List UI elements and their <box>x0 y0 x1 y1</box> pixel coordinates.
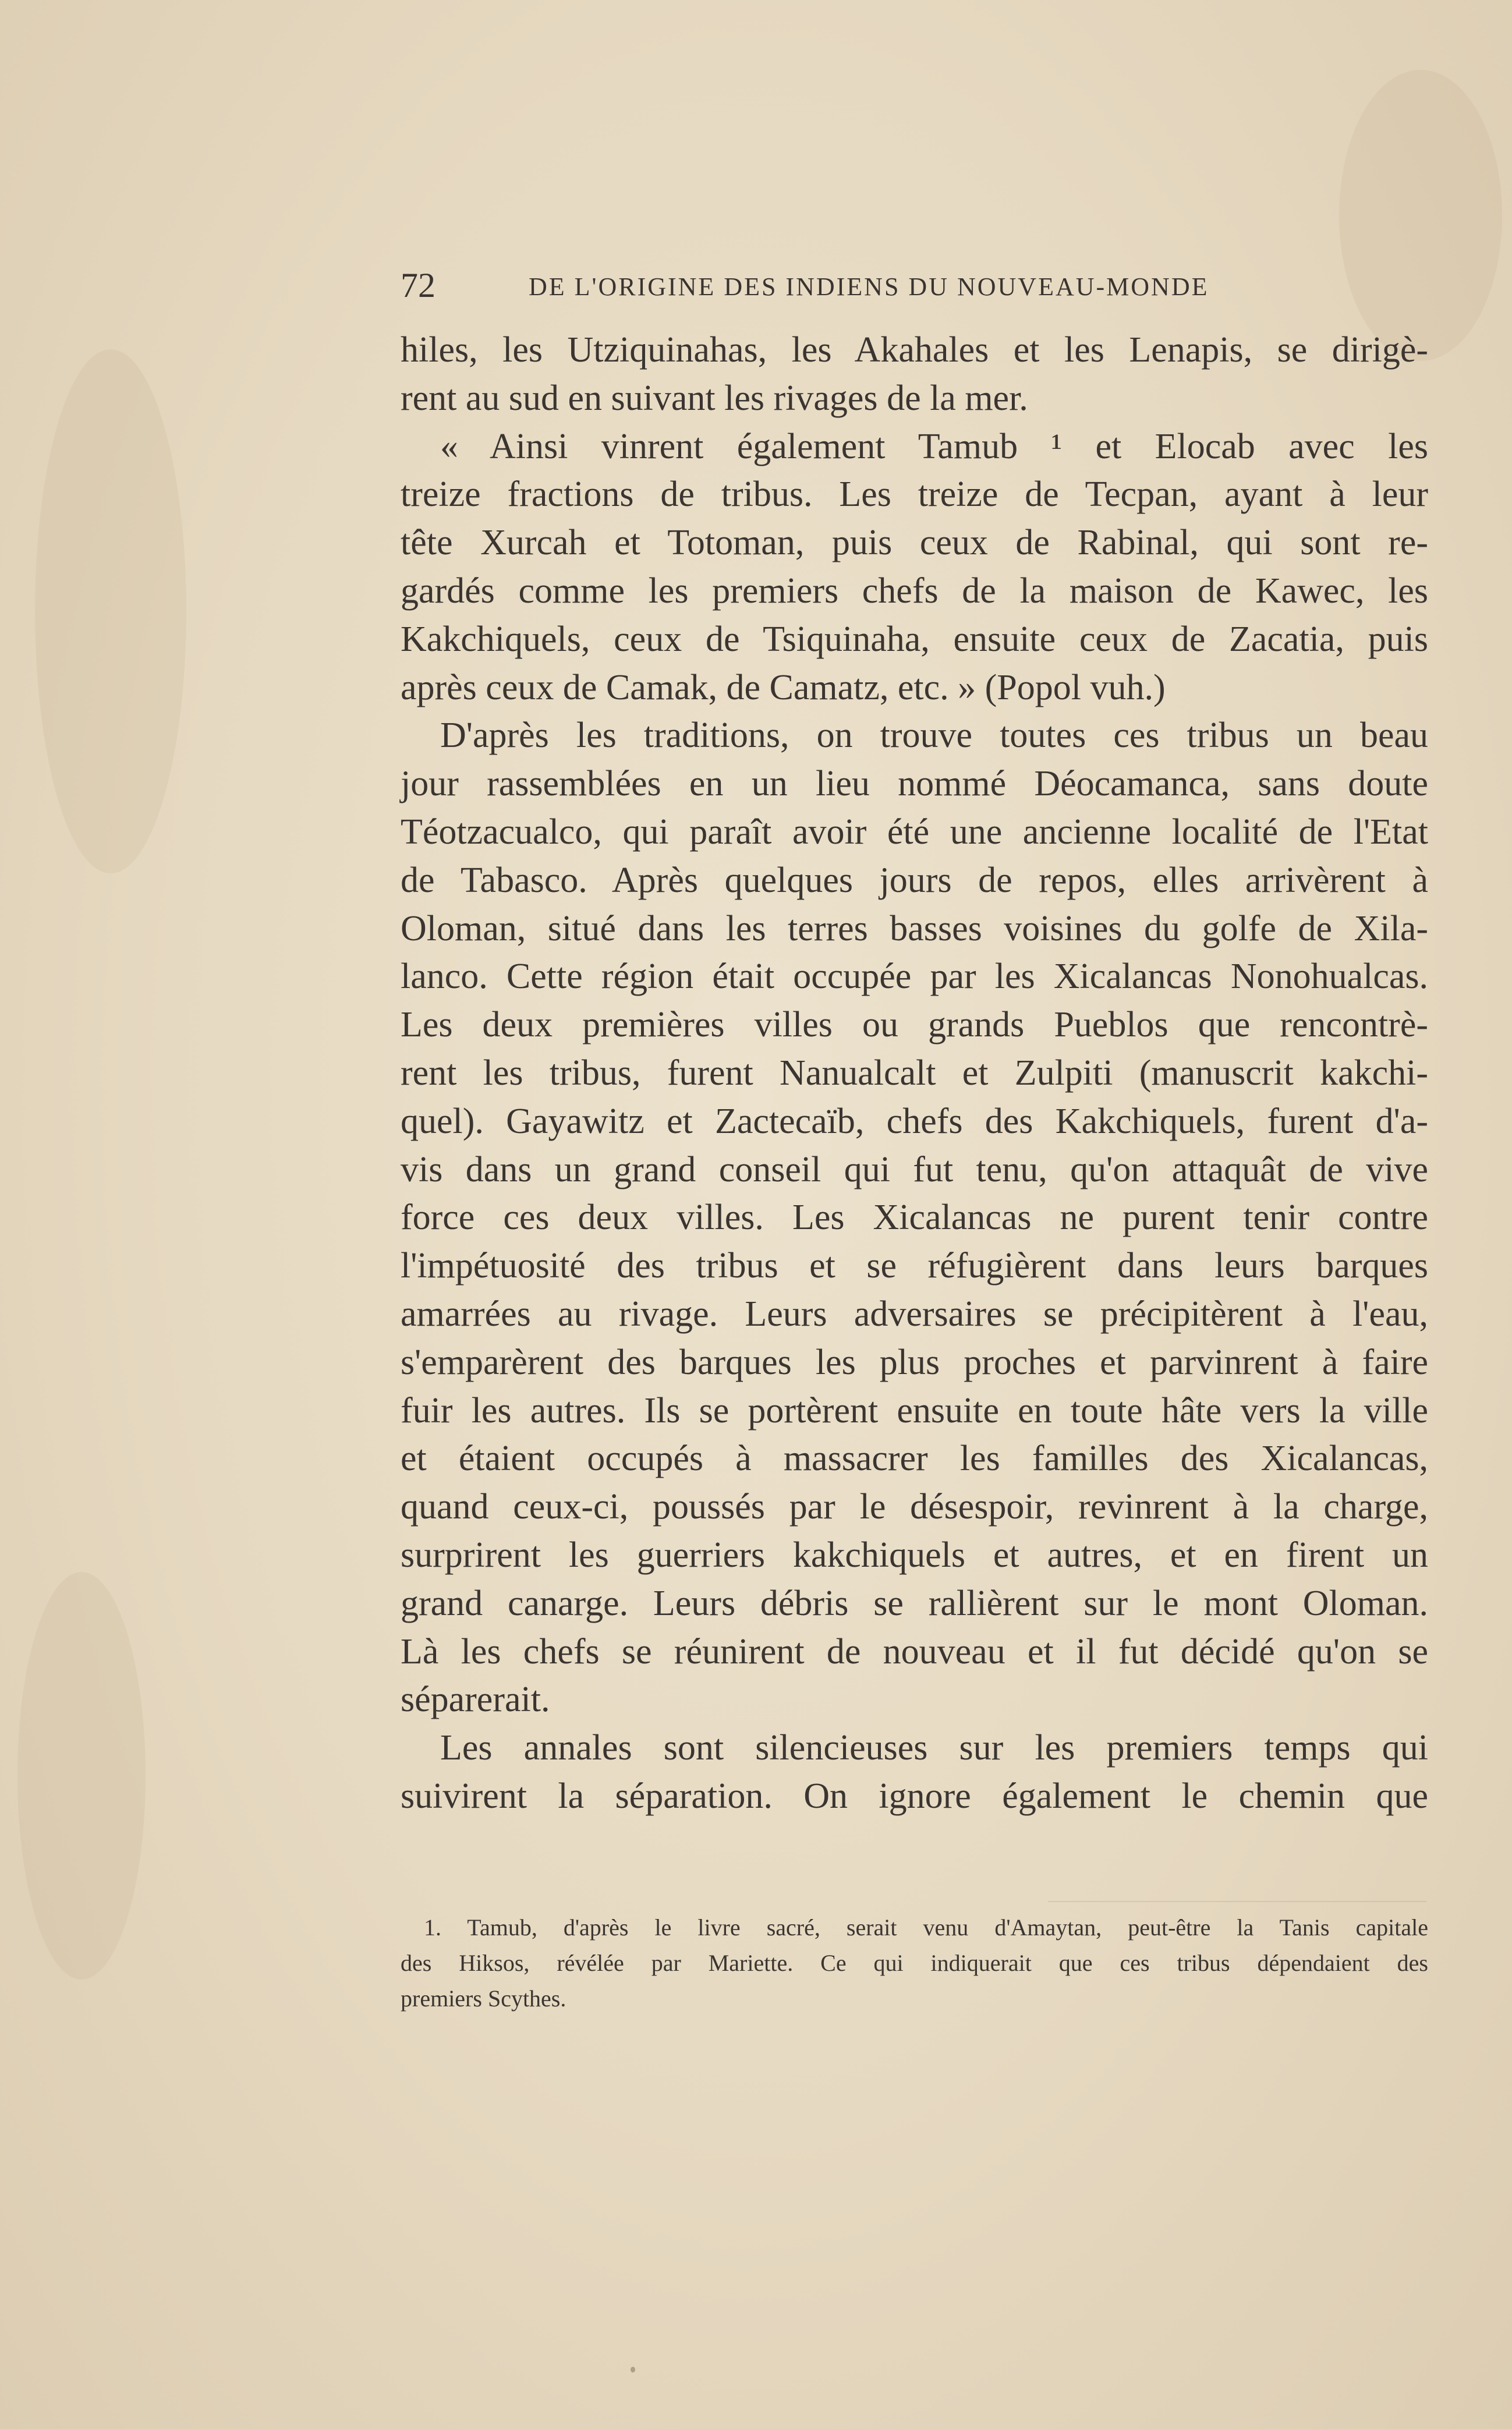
text-line: quand ceux-ci, poussés par le désespoir, revinrent à la charge, <box>401 1487 1428 1527</box>
text-line: surprirent les guerriers kakchiquels et autres, et en firent un <box>401 1535 1428 1575</box>
text-line: amarrées au rivage. Leurs adversaires se précipitèrent à l'eau, <box>401 1294 1428 1334</box>
text-line: rent au sud en suivant les rivages de la mer. <box>401 378 1028 418</box>
running-head-title: DE L'ORIGINE DES INDIENS DU NOUVEAU-MONDE <box>529 272 1209 301</box>
footnote-rule <box>1048 1901 1426 1902</box>
footnote <box>401 1910 1428 2016</box>
text-line: fuir les autres. Ils se portèrent ensuite en toute hâte vers la ville <box>401 1390 1428 1431</box>
text-line: treize fractions de tribus. Les treize de Tecpan, ayant à leur <box>401 475 1428 515</box>
text-line: quel). Gayawitz et Zactecaïb, chefs des Kakchiquels, furent d'a- <box>401 1101 1428 1141</box>
text-line: Là les chefs se réunirent de nouveau et il fut décidé qu'on se <box>401 1631 1428 1672</box>
text-line: Kakchiquels, ceux de Tsiquinaha, ensuite ceux de Zacatia, puis <box>401 619 1428 659</box>
running-head <box>401 262 1274 309</box>
text-line: Les annales sont silencieuses sur les premiers temps qui <box>440 1728 1428 1768</box>
text-line: l'impétuosité des tribus et se réfugièrent dans leurs barques <box>401 1246 1428 1286</box>
text-line: « Ainsi vinrent également Tamub ¹ et Elocab avec les <box>440 426 1428 466</box>
text-line: hiles, les Utziquinahas, les Akahales et les Lenapis, se dirigè- <box>401 330 1428 370</box>
text-line: lanco. Cette région était occupée par les Xicalancas Nonohualcas. <box>401 957 1428 997</box>
text-line: gardés comme les premiers chefs de la maison de Kawec, les <box>401 571 1428 611</box>
paper-stain <box>17 1572 146 1980</box>
page-number: 72 <box>401 266 435 304</box>
main-text <box>401 326 1428 1821</box>
text-line: D'après les traditions, on trouve toutes ces tribus un beau <box>440 716 1428 756</box>
text-line: séparerait. <box>401 1680 550 1720</box>
text-line: de Tabasco. Après quelques jours de repos, elles arrivèrent à <box>401 860 1428 900</box>
text-line: rent les tribus, furent Nanualcalt et Zulpiti (manuscrit kakchi- <box>401 1053 1428 1093</box>
text-line: suivirent la séparation. On ignore également le chemin que <box>401 1776 1428 1816</box>
text-line: s'emparèrent des barques les plus proches et parvinrent à faire <box>401 1342 1428 1382</box>
text-line: vis dans un grand conseil qui fut tenu, qu'on attaquât de vive <box>401 1149 1428 1189</box>
text-line: Oloman, situé dans les terres basses voisines du golfe de Xila- <box>401 908 1428 948</box>
text-line: tête Xurcah et Totoman, puis ceux de Rabinal, qui sont re- <box>401 523 1428 563</box>
text-line: jour rassemblées en un lieu nommé Déocamanca, sans doute <box>401 764 1428 804</box>
footnote-line: 1. Tamub, d'après le livre sacré, serait venu d'Amaytan, peut-être la Tanis capitale <box>424 1914 1428 1941</box>
paper-stain <box>35 349 186 873</box>
text-line: Téotzacualco, qui paraît avoir été une ancienne localité de l'Etat <box>401 812 1428 852</box>
footnote-line: premiers Scythes. <box>401 1985 566 2012</box>
text-line: après ceux de Camak, de Camatz, etc. » (Popol vuh.) <box>401 667 1166 707</box>
paper-speck <box>631 2367 635 2373</box>
footnote-line: des Hiksos, révélée par Mariette. Ce qui indiquerait que ces tribus dépendaient des <box>401 1950 1428 1976</box>
text-line: et étaient occupés à massacrer les familles des Xicalancas, <box>401 1439 1428 1479</box>
paper-stain <box>1339 70 1502 361</box>
text-line: grand canarge. Leurs débris se rallièrent sur le mont Oloman. <box>401 1583 1428 1623</box>
text-line: force ces deux villes. Les Xicalancas ne purent tenir contre <box>401 1198 1428 1238</box>
text-line: Les deux premières villes ou grands Pueblos que rencontrè- <box>401 1005 1428 1045</box>
